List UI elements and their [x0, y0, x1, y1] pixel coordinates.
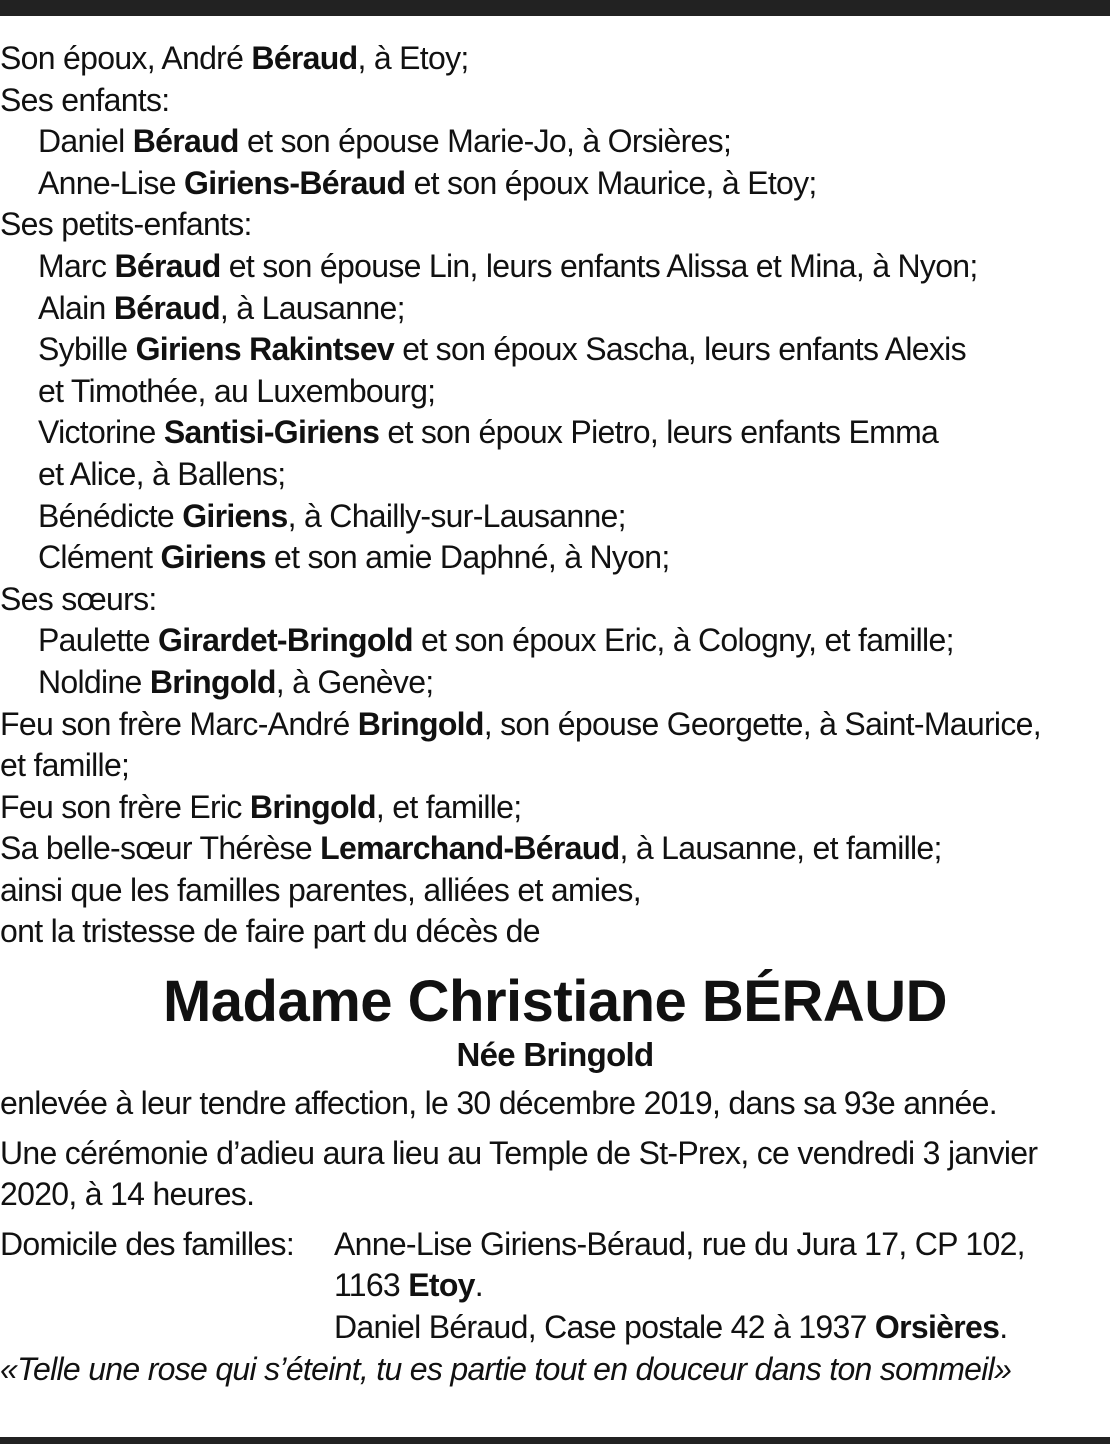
domicile-label: Domicile des familles: [0, 1225, 295, 1262]
domicile-block [0, 1224, 1110, 1349]
family-line: Alain Béraud, à Lausanne; [38, 289, 405, 326]
family-line: Sybille Giriens Rakintsev et son époux Sascha, leurs enfants Alexis [38, 331, 966, 368]
bottom-rule [0, 1437, 1110, 1444]
ceremony-line: 2020, à 14 heures. [0, 1176, 255, 1213]
announcement-line: ont la tristesse de faire part du décès de [0, 913, 540, 950]
family-heading: Ses sœurs: [0, 580, 157, 617]
family-line: et Timothée, au Luxembourg; [38, 372, 436, 409]
maiden-name: Née Bringold [456, 1036, 654, 1074]
family-line: Feu son frère Eric Bringold, et famille; [0, 788, 522, 825]
domicile-address: Daniel Béraud, Case postale 42 à 1937 Orsières. [334, 1309, 1008, 1346]
family-line: Daniel Béraud et son épouse Marie-Jo, à Orsières; [38, 123, 732, 160]
family-line: Victorine Santisi-Giriens et son époux Pietro, leurs enfants Emma [38, 414, 939, 451]
domicile-address: 1163 Etoy. [334, 1267, 483, 1304]
family-line: Feu son frère Marc-André Bringold, son épouse Georgette, à Saint-Maurice, [0, 705, 1041, 742]
family-line: Sa belle-sœur Thérèse Lemarchand-Béraud, à Lausanne, et famille; [0, 830, 942, 867]
closing-quote: «Telle une rose qui s’éteint, tu es partie tout en douceur dans ton sommeil» [0, 1350, 1012, 1387]
family-line: Paulette Girardet-Bringold et son époux Eric, à Cologny, et famille; [38, 622, 954, 659]
family-heading: Ses enfants: [0, 81, 170, 118]
family-line: Noldine Bringold, à Genève; [38, 663, 434, 700]
family-line: Marc Béraud et son épouse Lin, leurs enfants Alissa et Mina, à Nyon; [38, 247, 978, 284]
top-rule [0, 0, 1110, 16]
family-line: et Alice, à Ballens; [38, 455, 286, 492]
deceased-name: Madame Christiane BÉRAUD [162, 969, 948, 1035]
family-line: Son époux, André Béraud, à Etoy; [0, 40, 469, 76]
family-line: Anne-Lise Giriens-Béraud et son époux Maurice, à Etoy; [38, 164, 817, 201]
family-heading: Ses petits-enfants: [0, 206, 252, 243]
family-line: ainsi que les familles parentes, alliées et amies, [0, 871, 641, 908]
obituary-notice [0, 38, 1110, 1390]
death-notice: enlevée à leur tendre affection, le 30 décembre 2019, dans sa 93e année. [0, 1085, 997, 1122]
ceremony-line: Une cérémonie d’adieu aura lieu au Temple de St-Prex, ce vendredi 3 janvier [0, 1134, 1038, 1171]
family-line: Bénédicte Giriens, à Chailly-sur-Lausanne; [38, 497, 626, 534]
domicile-address: Anne-Lise Giriens-Béraud, rue du Jura 17, CP 102, [334, 1225, 1025, 1262]
family-line: Clément Giriens et son amie Daphné, à Nyon; [38, 539, 670, 576]
family-line: et famille; [0, 747, 130, 784]
